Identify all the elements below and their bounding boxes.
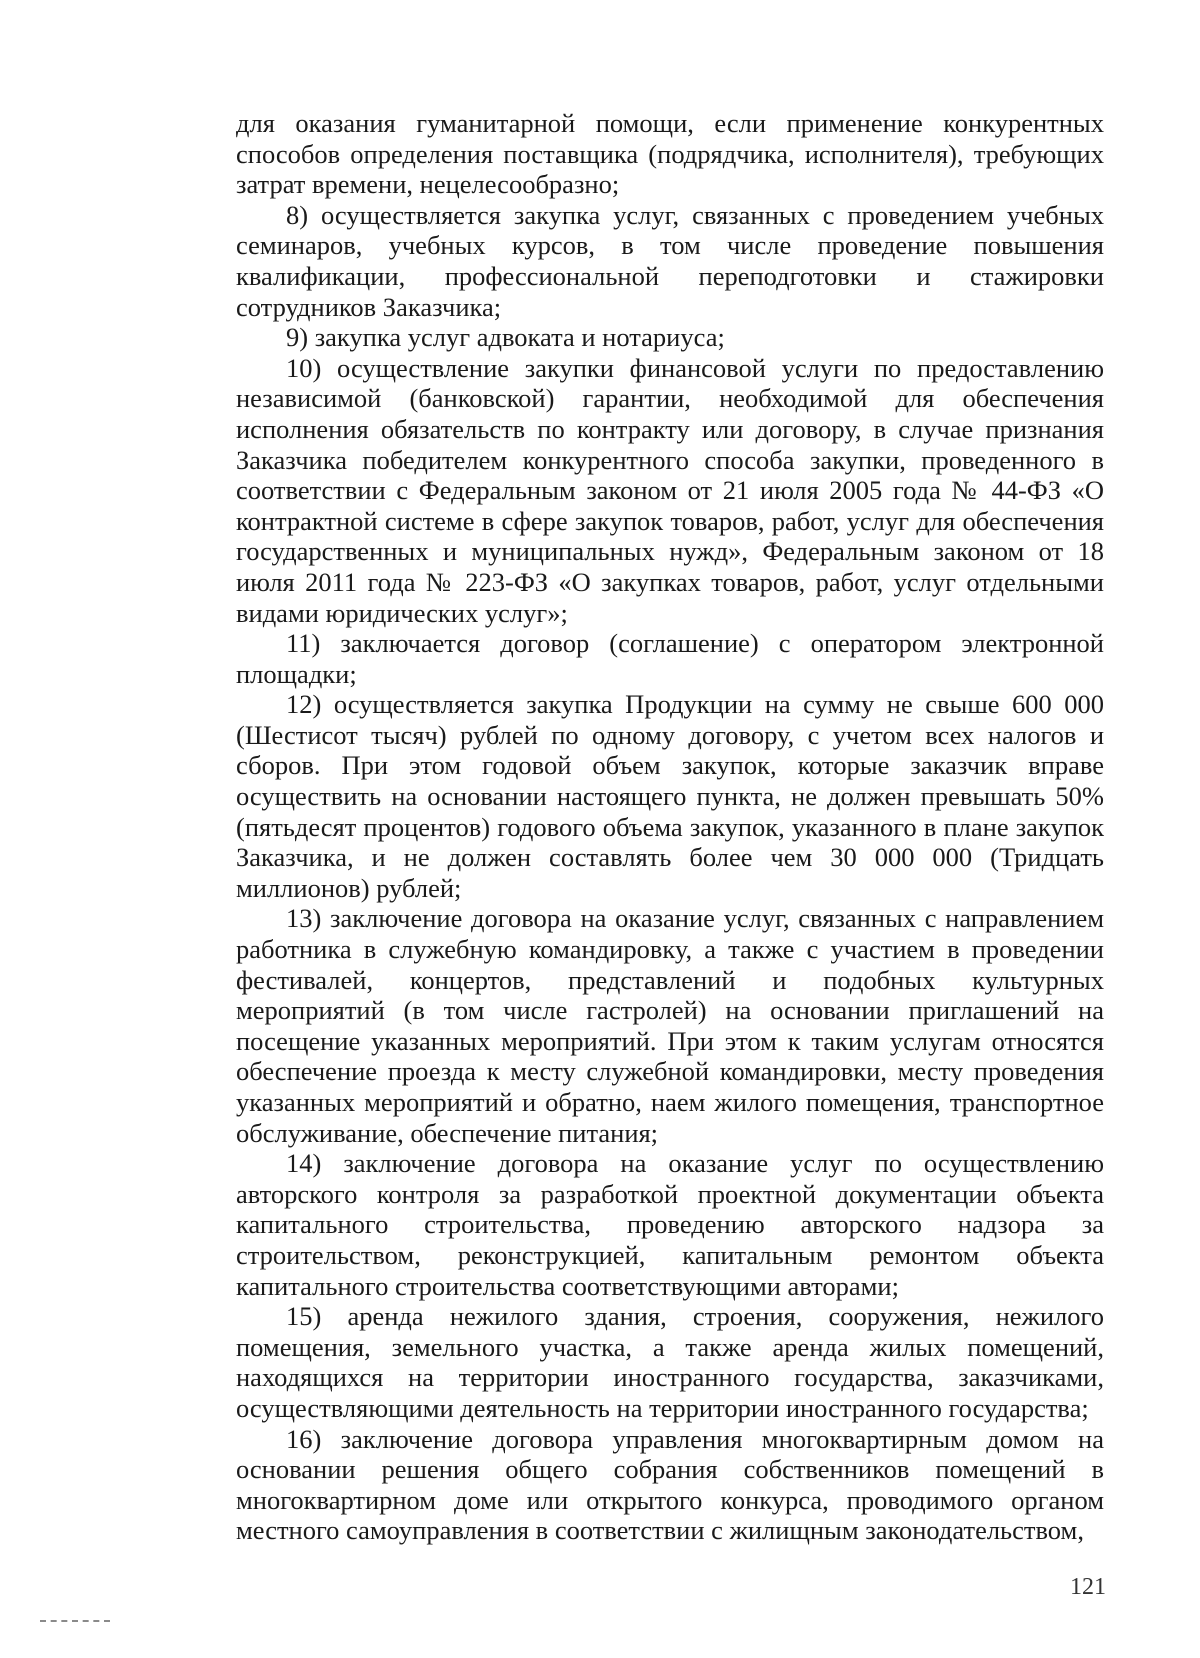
paragraph-item-10: 10) осуществление закупки финансовой услуги по предоставлению независимой (банковской) гарантии, необходимой для обеспечения исполнения обязательств по контракту или договору, в случае признания Заказчика победителем конкурентного способа закупки, проведенного в соответствии с Федеральным законом от 21 июля 2005 года № 44-ФЗ «О контрактной системе в сфере закупок товаров, работ, услуг для обеспечения государственных и муниципальных нужд», Федеральным законом от 18 июля 2011 года № 223-ФЗ «О закупках товаров, работ, услуг отдельными видами юридических услуг»; xyxy=(236,352,1104,628)
paragraph-item-8: 8) осуществляется закупка услуг, связанных с проведением учебных семинаров, учебных курсов, в том числе проведение повышения квалификации, профессиональной переподготовки и стажировки сотрудников Заказчика; xyxy=(236,199,1104,322)
paragraph-continuation: для оказания гуманитарной помощи, если применение конкурентных способов определения поставщика (подрядчика, исполнителя), требующих затрат времени, нецелесообразно; xyxy=(236,108,1104,200)
paragraph-item-12: 12) осуществляется закупка Продукции на сумму не свыше 600 000 (Шестисот тысяч) рублей по одному договору, с учетом всех налогов и сборов. При этом годовой объем закупок, которые заказчик вправе осуществить на основании настоящего пункта, не должен превышать 50% (пятьдесят процентов) годового объема закупок, указанного в плане закупок Заказчика, и не должен составлять более чем 30 000 000 (Тридцать миллионов) рублей; xyxy=(236,689,1104,903)
paragraph-item-16: 16) заключение договора управления многоквартирным домом на основании решения общего собрания собственников помещений в многоквартирном доме или открытого конкурса, проводимого органом местного самоуправления в соответствии с жилищным законодательством, xyxy=(236,1423,1104,1546)
page-number: 121 xyxy=(1070,1574,1106,1600)
paragraph-item-14: 14) заключение договора на оказание услуг по осуществлению авторского контроля за разработкой проектной документации объекта капитального строительства, проведению авторского надзора за строительством, реконструкцией, капитальным ремонтом объекта капитального строительства соответствующими авторами; xyxy=(236,1148,1104,1301)
document-body xyxy=(236,108,1104,1546)
paragraph-item-13: 13) заключение договора на оказание услуг, связанных с направлением работника в служебную командировку, а также с участием в проведении фестивалей, концертов, представлений и подобных культурных мероприятий (в том числе гастролей) на основании приглашений на посещение указанных мероприятий. При этом к таким услугам относятся обеспечение проезда к месту служебной командировки, месту проведения указанных мероприятий и обратно, наем жилого помещения, транспортное обслуживание, обеспечение питания; xyxy=(236,903,1104,1148)
paragraph-item-15: 15) аренда нежилого здания, строения, сооружения, нежилого помещения, земельного участка, а также аренда жилых помещений, находящихся на территории иностранного государства, заказчиками, осуществляющими деятельность на территории иностранного государства; xyxy=(236,1301,1104,1423)
paragraph-item-9: 9) закупка услуг адвоката и нотариуса; xyxy=(286,322,725,353)
paragraph-item-11: 11) заключается договор (соглашение) с оператором электронной площадки; xyxy=(236,628,1104,689)
scan-mark xyxy=(40,1620,110,1622)
